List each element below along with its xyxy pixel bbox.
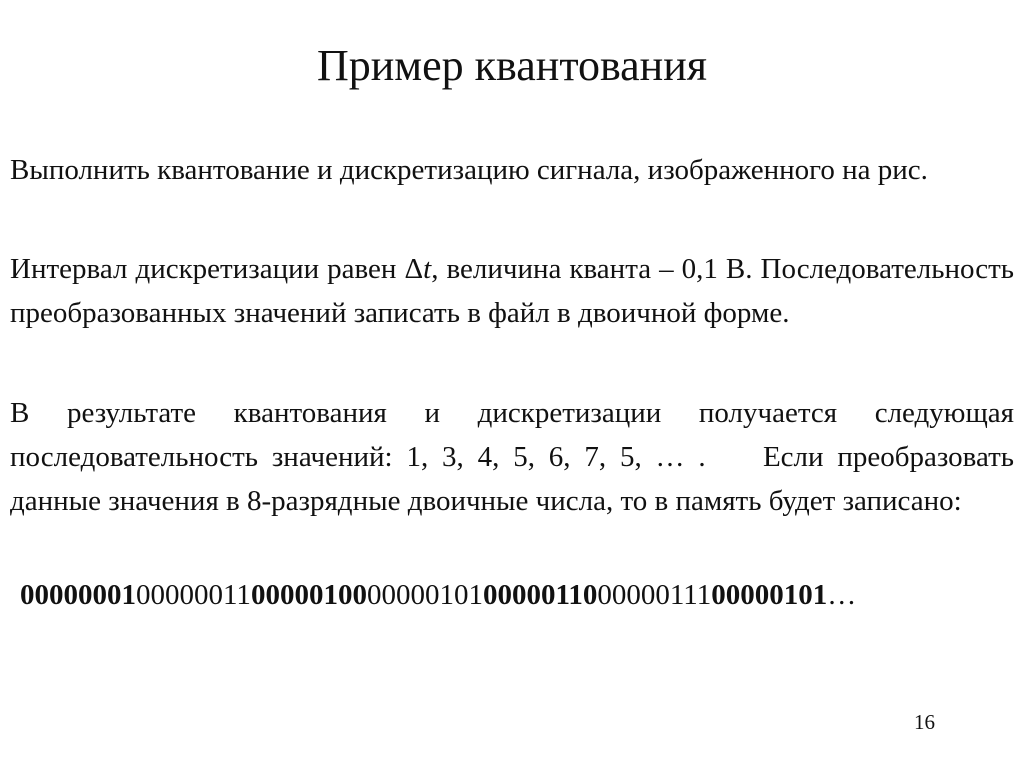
task-paragraph: Выполнить квантование и дискретизацию сигнала, изображенного на рис.: [10, 154, 928, 186]
binary-byte: 00000101: [711, 579, 828, 611]
result-text-conversion: Если преобразовать данные значения в 8-разрядные двоичные числа, то в память будет записано:: [10, 441, 1014, 517]
binary-byte: 00000011: [136, 579, 251, 611]
delta-symbol: Δ: [404, 253, 424, 285]
binary-ellipsis: …: [827, 579, 857, 611]
binary-byte: 00000100: [250, 579, 367, 611]
binary-sequence: [20, 573, 856, 617]
page-number: 16: [914, 710, 935, 734]
result-paragraph: [10, 391, 1014, 523]
t-variable: t: [423, 253, 432, 285]
slide-title: Пример квантования: [316, 41, 708, 90]
result-text-sequence: В результате квантования и дискретизации получается следующая последовательность значений: 1, 3, 4, 5, 6, 7, 5, … .: [10, 397, 1014, 473]
delta-t-symbol: [404, 253, 431, 285]
binary-byte: 00000001: [20, 579, 136, 611]
interval-text-end: , величина кванта – 0,1 В. Последовательность преобразованных значений записать в файл в двоичной форме.: [10, 253, 1014, 329]
interval-paragraph: [10, 247, 1014, 335]
binary-byte: 00000111: [597, 579, 712, 611]
binary-byte: 00000101: [366, 579, 483, 611]
interval-text-start: Интервал дискретизации равен: [10, 253, 405, 285]
binary-byte: 00000110: [482, 579, 598, 611]
